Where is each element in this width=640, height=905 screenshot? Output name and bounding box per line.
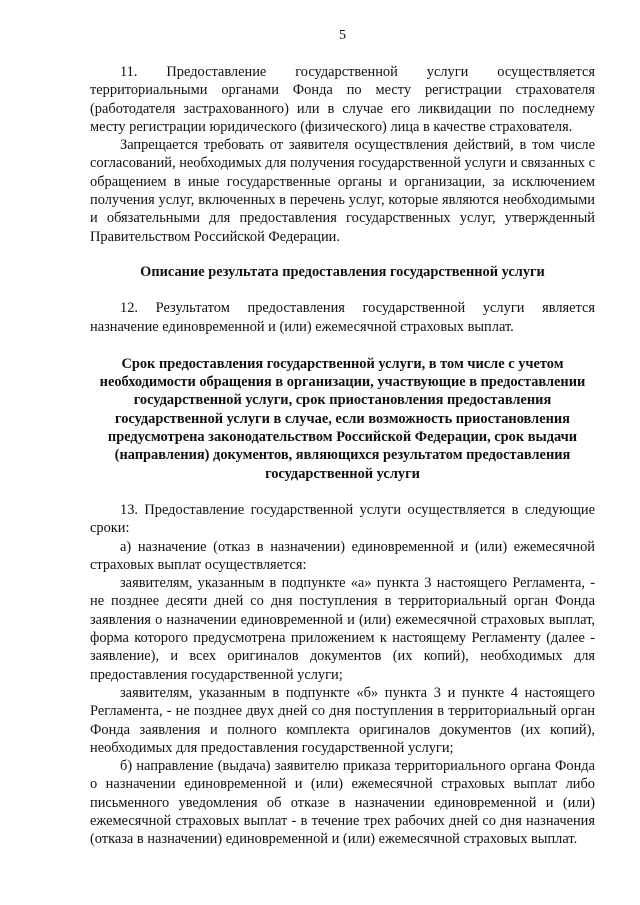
paragraph-13-a: а) назначение (отказ в назначении) единовременной и (или) ежемесячной страховых выплат осуществляется: [90, 538, 595, 573]
paragraph-13: 13. Предоставление государственной услуги осуществляется в следующие сроки: [90, 501, 595, 537]
paragraph-prohibition: Запрещается требовать от заявителя осуществления действий, в том числе согласований, необходимых для получения государственной услуги и связанных с обращением в иные государственные органы и организации, за исключением получения услуг, включенных в перечень услуг, которые являются необходимыми и обязательными для предоставления государственных услуг, утвержденный Правительством Российской Федерации. [90, 137, 595, 245]
paragraph-12: 12. Результатом предоставления государственной услуги является назначение единовременной и (или) ежемесячной страховых выплат. [90, 300, 595, 335]
paragraph-13-a-applicants-a: заявителям, указанным в подпункте «а» пункта 3 настоящего Регламента, - не позднее десяти дней со дня поступления в территориальный орган Фонда заявления о назначении единовременной и (или) ежемесячной страховых выплат, форма которого предусмотрена приложением к настоящему Регламенту (далее - заявление), и всех оригиналов документов (их копий), необходимых для предоставления государственной услуги; [90, 575, 595, 683]
heading-result-description: Описание результата предоставления государственной услуги [140, 263, 545, 280]
paragraph-13-a-applicants-b: заявителям, указанным в подпункте «б» пункта 3 и пункте 4 настоящего Регламента, - не позднее двух дней со дня поступления в территориальный орган Фонда заявления и полного комплекта оригиналов документов (их копий), необходимых для предоставления государственной услуги; [90, 684, 595, 756]
document-body [90, 63, 595, 849]
paragraph-11: 11. Предоставление государственной услуги осуществляется территориальными органами Фонда по месту регистрации страхователя (работодателя застрахованного) или в случае его ликвидации по последнему месту регистрации юридического (физического) лица в качестве страхователя. [90, 64, 595, 135]
page-number: 5 [339, 28, 346, 43]
heading-service-term: Срок предоставления государственной услуги, в том числе с учетом необходимости обращения в организации, участвующие в предоставлении государственной услуги, срок приостановления предоставления государственной услуги в случае, если возможность приостановления предусмотрена законодательством Российской Федерации, срок выдачи (направления) документов, являющихся результатом предоставления государственной услуги [99, 355, 586, 482]
paragraph-13-b: б) направление (выдача) заявителю приказа территориального органа Фонда о назначении единовременной и (или) ежемесячной страховых выплат либо письменного уведомления об отказе в назначении единовременной и (или) ежемесячной страховых выплат - в течение трех рабочих дней со дня назначения (отказа в назначении) единовременной и (или) ежемесячной страховых выплат. [90, 758, 595, 848]
